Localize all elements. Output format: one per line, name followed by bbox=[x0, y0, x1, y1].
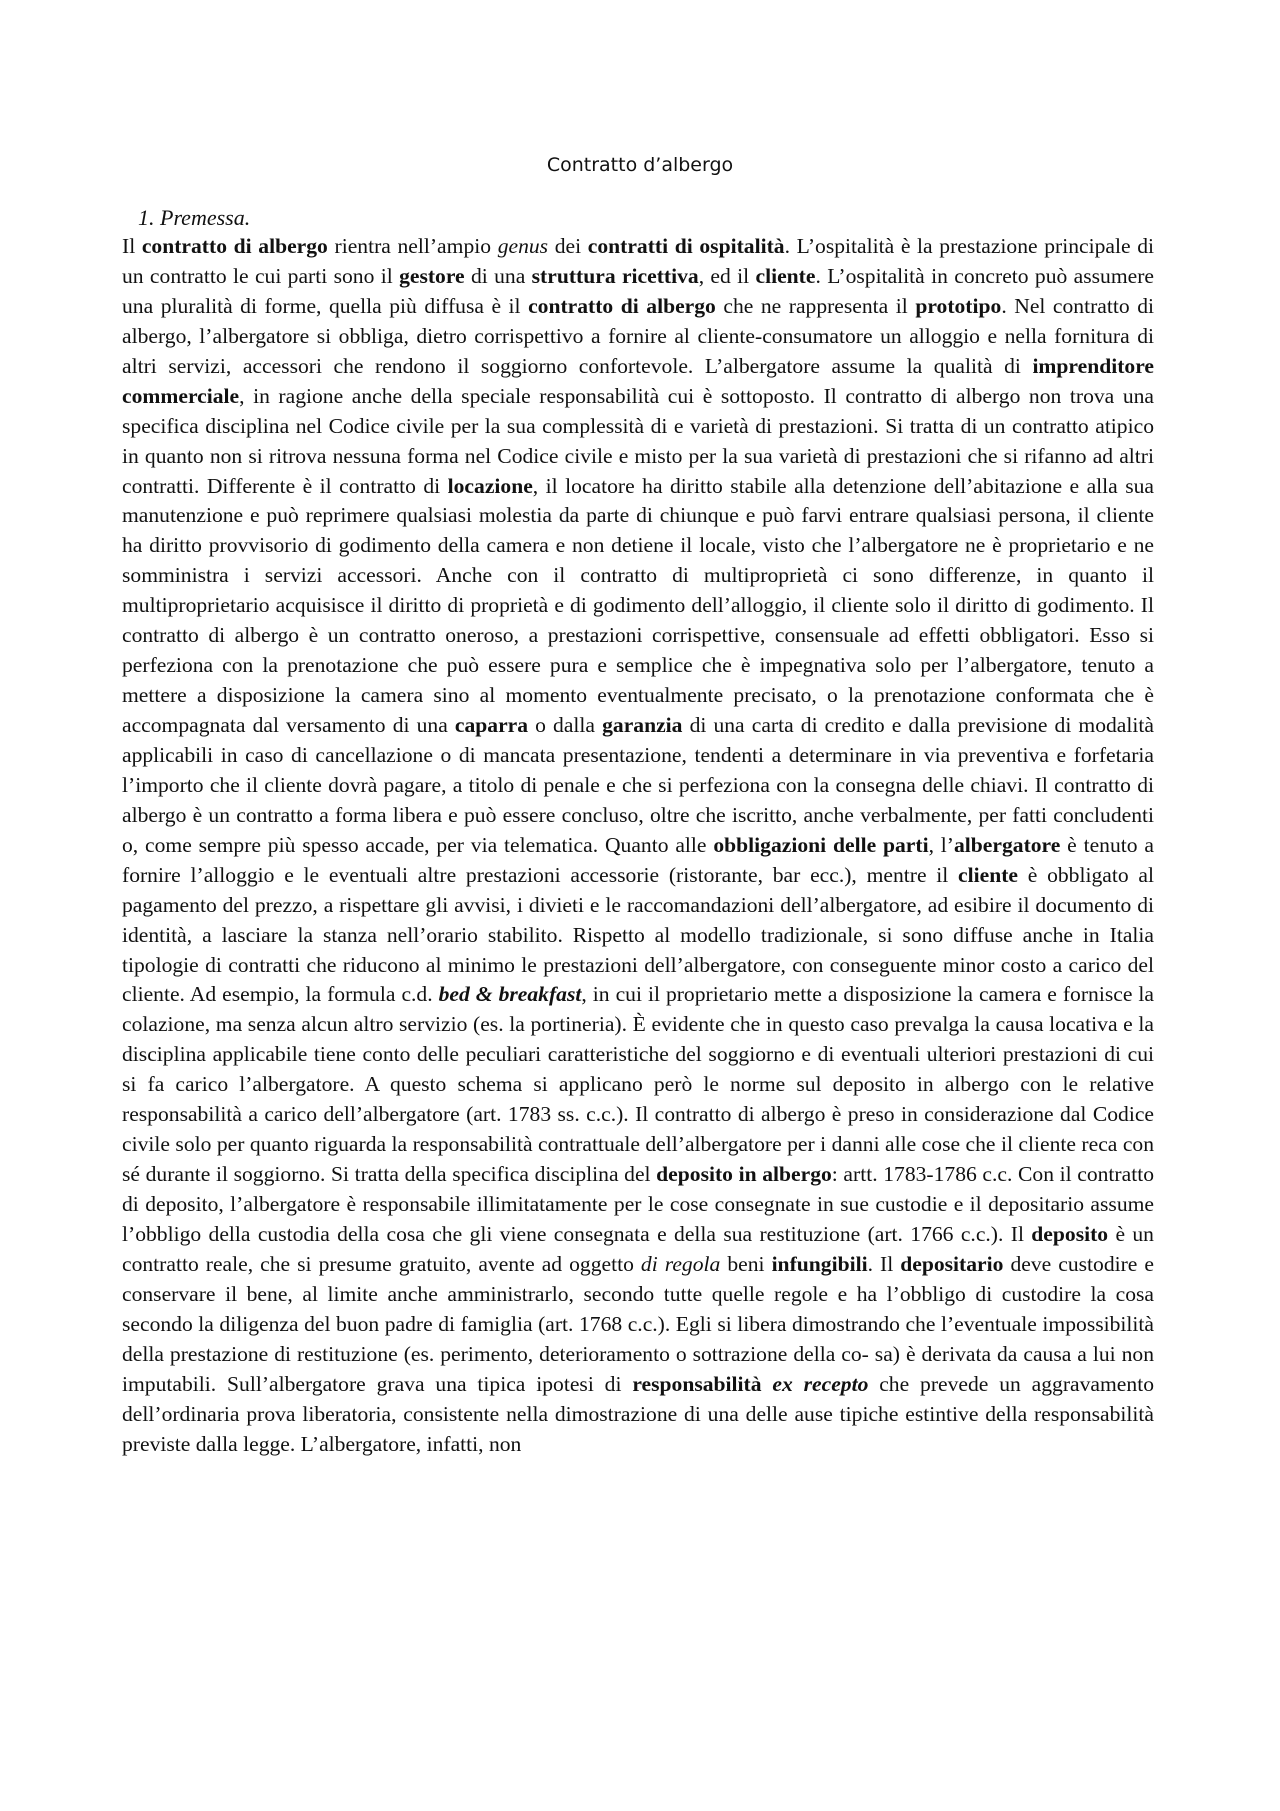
body-text-run bbox=[762, 1372, 773, 1396]
body-text-run: è obbligato al pagamento del prezzo, a rispettare gli avvisi, i divieti e le raccomandazioni dell’albergatore, ad esibire il documento di identità, a lasciare la stanza nell’orario stabilito. Rispetto al modello tradizionale, si sono diffuse anche in Italia tipologie di contratti che riducono al minimo le prestazioni dell’albergatore, con conseguente minor costo a carico del cliente. Ad esempio, la formula c.d. bbox=[122, 862, 1154, 1007]
emphasis-italic: genus bbox=[497, 234, 549, 258]
emphasis-bold: contratto di albergo bbox=[528, 293, 716, 318]
body-text-run: : artt. 1783-1786 c.c. Con il contratto di deposito, l’albergatore è responsabile illimitatamente per le cose consegnate in sue custodie e il depositario assume l’obbligo della custodia della cosa che gli viene consegnata e della sua restituzione (art. 1766 c.c.). Il bbox=[122, 1162, 1154, 1246]
emphasis-bold: infungibili bbox=[771, 1251, 868, 1276]
body-text-run: , l’ bbox=[928, 832, 954, 857]
emphasis-bold: albergatore bbox=[954, 832, 1061, 857]
emphasis-bold: gestore bbox=[399, 263, 465, 288]
emphasis-bold: cliente bbox=[755, 263, 816, 288]
emphasis-bold: imprenditore commerciale bbox=[122, 353, 1154, 408]
emphasis-bold: contratto di albergo bbox=[141, 234, 328, 258]
body-text-run: , il locatore ha diritto stabile alla detenzione dell’abitazione e alla sua manutenzione e può reprimere qualsiasi molestia da parte di chiunque e può farvi entrare qualsiasi persona, il cliente ha diritto provvisorio di godimento della camera e non detiene il locale, visto che l’albergatore ne è proprietario e ne somministra i servizi accessori. Anche con il contratto di multiproprietà ci sono differenze, in quanto il multiproprietario acquisisce il diritto di proprietà e di godimento dell’alloggio, il cliente solo il diritto di godimento. Il contratto di albergo è un contratto oneroso, a prestazioni corrispettive, consensuale ad effetti obbligatori. Esso si perfeziona con la prenotazione che può essere pura e semplice che è impegnativa solo per l’albergatore, tenuto a mettere a disposizione la camera sino al momento eventualmente precisato, o la prenotazione conformata che è accompagnata dal versamento di una bbox=[122, 473, 1154, 737]
emphasis-bolditalic: bed & breakfast bbox=[438, 982, 582, 1007]
emphasis-bold: locazione bbox=[447, 473, 533, 498]
body-text-run: . L’ospitalità in concreto può assumere una pluralità di forme, quella più diffusa è il bbox=[122, 263, 1154, 318]
section-heading: 1. Premessa. bbox=[138, 205, 251, 230]
body-text-run: è un contratto reale, che si presume gratuito, avente ad oggetto bbox=[122, 1221, 1154, 1276]
emphasis-bold: responsabilità bbox=[632, 1371, 762, 1396]
body-paragraph bbox=[122, 232, 1154, 1459]
emphasis-bold: deposito in albergo bbox=[656, 1162, 832, 1187]
body-text-run: beni bbox=[720, 1251, 772, 1276]
emphasis-bold: deposito bbox=[1031, 1221, 1109, 1246]
body-text-run: rientra nell’ampio bbox=[327, 234, 498, 258]
body-text-run: o dalla bbox=[528, 713, 603, 737]
emphasis-bold: cliente bbox=[958, 862, 1018, 887]
emphasis-bold: obbligazioni delle parti bbox=[713, 832, 929, 857]
emphasis-bold: struttura ricettiva bbox=[531, 263, 699, 288]
emphasis-bold: caparra bbox=[454, 713, 529, 737]
body-text-run: di una carta di credito e dalla previsione di modalità applicabili in caso di cancellazione o di mancata presentazione, tendenti a determinare in via preventiva e forfetaria l’importo che il cliente dovrà pagare, a titolo di penale e che si perfeziona con la consegna delle chiavi. Il contratto di albergo è un contratto a forma libera e può essere concluso, oltre che iscritto, anche verbalmente, per fatti concludenti o, come sempre più spesso accade, per via telematica. Quanto alle bbox=[122, 713, 1154, 857]
body-text-run: . Il bbox=[867, 1251, 901, 1276]
document-title: Contratto d’albergo bbox=[546, 154, 734, 176]
body-text-run: , in ragione anche della speciale responsabilità cui è sottoposto. Il contratto di albergo non trova una specifica disciplina nel Codice civile per la sua complessità di e varietà di prestazioni. Si tratta di un contratto atipico in quanto non si ritrova nessuna forma nel Codice civile e misto per la sua varietà di prestazioni che si rifanno ad altri contratti. Differente è il contratto di bbox=[122, 383, 1154, 498]
emphasis-bold: garanzia bbox=[602, 713, 683, 737]
body-text-run: deve custodire e conservare il bene, al limite anche amministrarlo, secondo tutte quelle regole e ha l’obbligo di custodire la cosa secondo la diligenza del buon padre di famiglia (art. 1768 c.c.). Egli si libera dimostrando che l’eventuale impossibilità della prestazione di restituzione (es. perimento, deterioramento o sottrazione della co- sa) è derivata da causa a lui non imputabili. Sull’albergatore grava una tipica ipotesi di bbox=[122, 1251, 1154, 1396]
emphasis-italic: di regola bbox=[640, 1251, 721, 1276]
body-text-run: che prevede un aggravamento dell’ordinaria prova liberatoria, consistente nella dimostrazione di una delle ause tipiche estintive della responsabilità previste dalla legge. L’albergatore, infatti, non bbox=[122, 1371, 1154, 1456]
body-text-run: , in cui il proprietario mette a disposizione la camera e fornisce la colazione, ma senza alcun altro servizio (es. la portineria). È evidente che in questo caso prevalga la causa locativa e la disciplina applicabile tiene conto delle peculiari caratteristiche del soggiorno e di eventuali ulteriori prestazioni di cui si fa carico l’albergatore. A questo schema si applicano però le norme sul deposito in albergo con le relative responsabilità a carico dell’albergatore (art. 1783 ss. c.c.). Il contratto di albergo è preso in considerazione dal Codice civile solo per quanto riguarda la responsabilità contrattuale dell’albergatore per i danni alle cose che il cliente reca con sé durante il soggiorno. Si tratta della specifica disciplina del bbox=[122, 982, 1154, 1187]
body-text-run: di una bbox=[464, 263, 532, 288]
emphasis-bolditalic: ex recepto bbox=[772, 1371, 869, 1396]
body-text-run: dei bbox=[548, 234, 588, 258]
body-text-run: Il bbox=[122, 234, 142, 258]
emphasis-bold: prototipo bbox=[915, 293, 1002, 318]
body-text-run: . Nel contratto di albergo, l’albergatore si obbliga, dietro corrispettivo a fornire al cliente-consumatore un alloggio e nella fornitura di altri servizi, accessori che rendono il soggiorno confortevole. L’albergatore assume la qualità di bbox=[122, 293, 1154, 378]
emphasis-bold: contratti di ospitalità bbox=[587, 234, 785, 258]
body-text-run: . L’ospitalità è la prestazione principale di un contratto le cui parti sono il bbox=[122, 234, 1155, 288]
body-text-run: è tenuto a fornire l’alloggio e le eventuali altre prestazioni accessorie (ristorante, bar ecc.), mentre il bbox=[122, 832, 1154, 887]
emphasis-bold: depositario bbox=[900, 1251, 1004, 1276]
body-text-run: che ne rappresenta il bbox=[715, 293, 916, 318]
body-text-run: , ed il bbox=[698, 263, 756, 288]
